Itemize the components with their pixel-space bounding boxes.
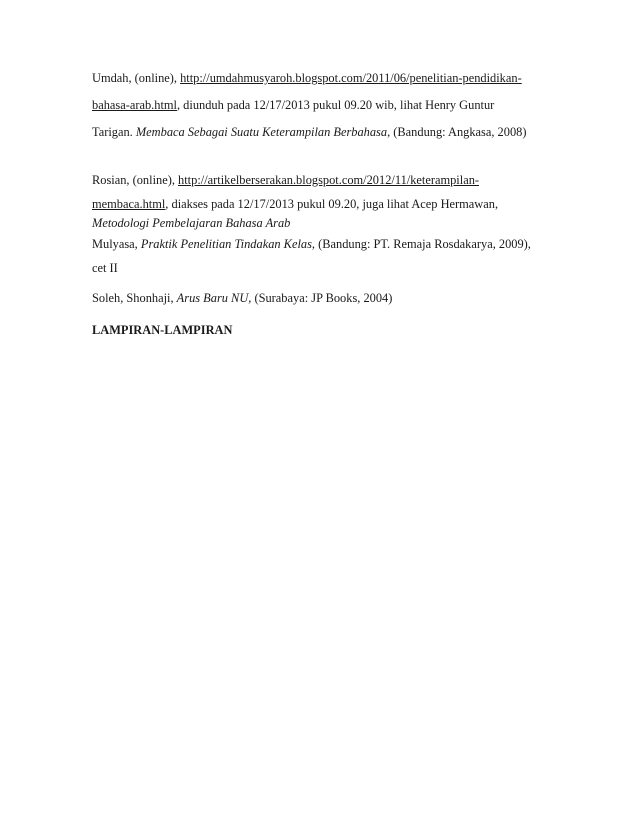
reference-umdah-line-3 [92, 124, 526, 140]
reference-rosian-line-1 [92, 172, 479, 188]
ref-text: Umdah, (online), [92, 71, 181, 85]
ref-book-title: Metodologi Pembelajaran Bahasa Arab [92, 216, 291, 230]
reference-rosian-line-2 [92, 196, 498, 212]
reference-soleh-line-1 [92, 290, 392, 306]
ref-text: (Surabaya: JP Books, 2004) [251, 291, 393, 305]
ref-text: Rosian, (online), [92, 173, 179, 187]
ref-text: Tarigan. [92, 125, 136, 139]
ref-text: , diunduh pada 12/17/2013 pukul 09.20 wib, lihat Henry Guntur [176, 98, 495, 112]
reference-rosian-line-3 [92, 215, 290, 231]
ref-link-rosian[interactable]: http://artikelberserakan.blogspot.com/2012/11/keterampilan- [178, 173, 480, 187]
reference-mulyasa-line-1 [92, 236, 531, 252]
ref-text: Soleh, Shonhaji, [92, 291, 177, 305]
ref-book-title: Arus Baru NU, [176, 291, 252, 305]
ref-book-title: Membaca Sebagai Suatu Keterampilan Berbahasa [135, 125, 388, 139]
ref-book-title: Praktik Penelitian Tindakan Kelas, [140, 237, 316, 251]
ref-text: , diakses pada 12/17/2013 pukul 09.20, juga lihat Acep Hermawan, [165, 197, 499, 211]
reference-umdah-line-1 [92, 70, 522, 86]
ref-text: (Bandung: PT. Remaja Rosdakarya, 2009), [315, 237, 531, 251]
reference-umdah-line-2 [92, 97, 494, 113]
appendix-heading: LAMPIRAN-LAMPIRAN [92, 323, 233, 337]
ref-link-rosian-cont[interactable]: membaca.html [92, 197, 166, 211]
ref-link-umdah-cont[interactable]: bahasa-arab.html [92, 98, 177, 112]
ref-text: cet II [92, 261, 118, 275]
ref-text: , (Bandung: Angkasa, 2008) [387, 125, 527, 139]
reference-mulyasa-line-2 [92, 260, 118, 276]
ref-link-umdah[interactable]: http://umdahmusyaroh.blogspot.com/2011/06/penelitian-pendidikan- [180, 71, 522, 85]
ref-text: Mulyasa, [92, 237, 141, 251]
